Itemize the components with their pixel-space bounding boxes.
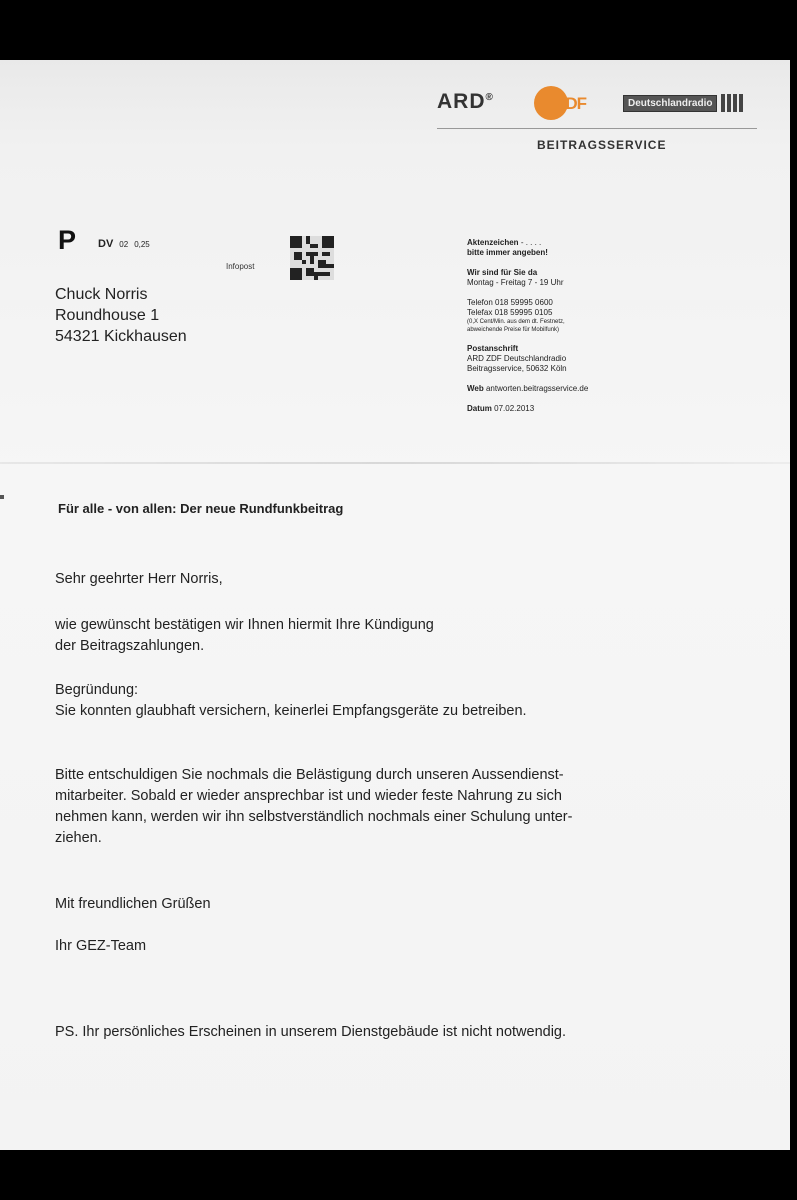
postanschrift-line2: Beitragsservice, 50632 Köln (467, 364, 567, 373)
datum-label: Datum (467, 404, 492, 413)
web-value: antworten.beitragsservice.de (485, 384, 589, 393)
signature: Ihr GEZ-Team (55, 938, 147, 954)
hours-label: Wir sind für Sie da (467, 268, 538, 277)
paragraph-apology-line-1: Bitte entschuldigen Sie nochmals die Belästigung durch unseren Aussendienst- (55, 767, 564, 783)
letter-page (0, 60, 790, 1150)
aktenzeichen-note: bitte immer angeben! (467, 248, 548, 257)
aktenzeichen-label: Aktenzeichen (467, 238, 519, 247)
paper-fold-line (0, 462, 790, 464)
recipient-address (55, 284, 187, 347)
web-row (467, 384, 687, 394)
postmark-dv-label: DV (98, 238, 114, 250)
paragraph-confirmation (55, 615, 434, 657)
paragraph-apology-line-2: mitarbeiter. Sobald er wieder ansprechbar ist und wieder feste Nahrung zu sich (55, 788, 562, 804)
recipient-street: Roundhouse 1 (55, 307, 160, 324)
postscript: PS. Ihr persönliches Erscheinen in unserem Dienstgebäude ist nicht notwendig. (55, 1024, 567, 1040)
ard-registered-mark: ® (485, 92, 494, 103)
tariff-note-1: (0,X Cent/Min. aus dem dt. Festnetz, (467, 319, 565, 325)
paragraph-reason-line-2: Sie konnten glaubhaft versichern, keinerlei Empfangsgeräte zu betreiben. (55, 703, 527, 719)
postmark-code2: 0,25 (134, 240, 150, 249)
datum-row (467, 404, 687, 414)
hours-value: Montag - Freitag 7 - 19 Uhr (467, 278, 564, 287)
telefon: Telefon 018 59995 0600 (467, 298, 553, 307)
recipient-city: 54321 Kickhausen (55, 328, 187, 345)
ard-logo (437, 90, 494, 114)
postmark-p: P (58, 225, 77, 255)
deutschlandradio-logo (623, 94, 745, 112)
web-label: Web (467, 384, 484, 393)
recipient-name: Chuck Norris (55, 286, 148, 303)
beitragsservice-label: BEITRAGSSERVICE (537, 138, 667, 152)
closing: Mit freundlichen Grüßen (55, 896, 211, 912)
tariff-note-2: abweichende Preise für Mobilfunk) (467, 327, 560, 333)
paragraph-confirmation-line-1: wie gewünscht bestätigen wir Ihnen hiermit Ihre Kündigung (55, 617, 434, 633)
paragraph-apology (55, 765, 572, 849)
sender-info-block (467, 238, 687, 414)
zdf-logo (534, 86, 592, 120)
paragraph-reason-line-1: Begründung: (55, 682, 139, 698)
postanschrift-line1: ARD ZDF Deutschlandradio (467, 354, 567, 363)
postmark-dv (98, 238, 150, 250)
paragraph-apology-line-4: ziehen. (55, 830, 102, 846)
paragraph-reason (55, 680, 527, 722)
deutschlandradio-logo-text: Deutschlandradio (623, 95, 717, 112)
aktenzeichen-row (467, 238, 687, 248)
postmark-code1: 02 (119, 240, 129, 249)
paragraph-apology-line-3: nehmen kann, werden wir ihn selbstverständlich nochmals einer Schulung unter- (55, 809, 573, 825)
postanschrift-label: Postanschrift (467, 344, 519, 353)
deutschlandradio-bars-icon (721, 94, 745, 112)
aktenzeichen-value: - . . . . (520, 238, 542, 247)
letter-subject: Für alle - von allen: Der neue Rundfunkbeitrag (58, 501, 344, 516)
edge-mark (0, 495, 4, 499)
infopost-label: Infopost (226, 262, 255, 271)
paragraph-confirmation-line-2: der Beitragszahlungen. (55, 638, 205, 654)
qr-code-icon (290, 236, 334, 280)
datum-value: 07.02.2013 (494, 404, 535, 413)
salutation: Sehr geehrter Herr Norris, (55, 571, 223, 587)
ard-logo-text: ARD (437, 90, 486, 113)
telefax: Telefax 018 59995 0105 (467, 308, 553, 317)
header-divider (437, 128, 757, 129)
zdf-logo-text: ZDF (556, 94, 587, 113)
